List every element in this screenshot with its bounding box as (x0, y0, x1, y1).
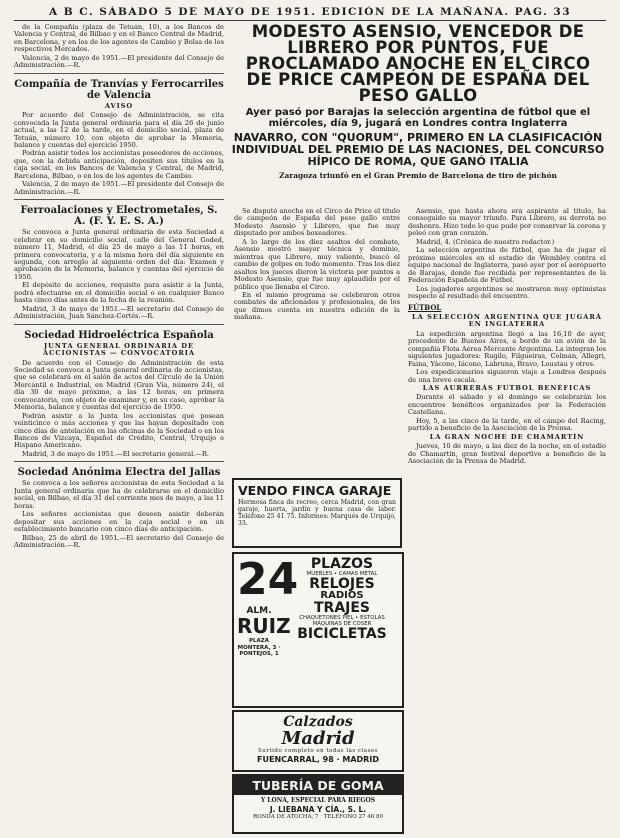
ad-item: TRAJES (313, 600, 371, 616)
ad-body: Hermosa finca de recreo, cerca Madrid, con gran garaje, huerta, jardín y buena casa de labor. Teléfono 25 41 75. Informes: Marqués de Urquijo, 33. (238, 499, 396, 527)
section-title: Ferroalaciones y Electrometales, S. A. (F. Y. E. S. A.) (20, 205, 218, 228)
section-paragraph: Por acuerdo del Consejo de Administración, se cita convocada la Junta general ordinaria para el día 26 de junio actual, a las 12 de la tarde, en el domicilio social, plaza de Tetuán, número 10, con objeto de aprobar la Memoria, balance y cuentas del ejercicio 1950. (14, 111, 224, 149)
left-column (14, 24, 224, 830)
story-paragraph: En el mismo programa se celebraron otros combates de aficionados y profesionales, de los que dimos cuenta en nuestra edición de la mañana. (234, 290, 400, 322)
section-title: Sociedad Anónima Electra del Jallas (17, 467, 221, 479)
section-paragraph: Hoy, 5, a las cinco de la tarde, en el campo del Racing, partido a beneficio de la Asociación de la Prensa. (408, 416, 606, 433)
section-paragraph: Madrid, 3 de mayo de 1951.—El secretario del Consejo de Administración, Juan Sánchez-Cortés.—R. (14, 304, 224, 321)
finca-ad (232, 478, 402, 548)
section-title: FÚTBOL (408, 303, 442, 313)
story-paragraph: Se disputó anoche en el Circo de Price el título de campeón de España del peso gallo entre Modesto Asensio y Librero, que fue muy disputado por ambos boxeadores. (234, 208, 400, 238)
ad-tagline: Y LONA, ESPECIAL PARA RIEGOS (260, 797, 376, 804)
sub-deck: Zaragoza triunfó en el Gran Premio de Barcelona de tiro de pichón (279, 171, 557, 180)
story-paragraph: Asensio, que hasta ahora era aspirante al título, ha conseguido su mayor triunfo. Para Librero, su derrota no deshonra. Hizo todo lo que pudo por conservar la corona y peleó con gran corazón. (408, 208, 606, 238)
middle-column (234, 208, 400, 474)
column-rule (14, 324, 224, 325)
plazos-ad (232, 552, 404, 708)
ad-company: J. LIEBANA Y CÍA., S. L. (269, 805, 367, 814)
sports-section (408, 385, 606, 433)
ad-item: RELOJES (309, 576, 375, 592)
column-rule (14, 73, 224, 74)
section-paragraph: Durante el sábado y el domingo se celebrarán los encuentros benéficos organizados por la Federación Castellana. (408, 393, 606, 417)
section-paragraph: Madrid, 3 de mayo de 1951.—El secretario general.—R. (22, 449, 209, 458)
sports-section (408, 434, 606, 466)
ad-item: MÁQUINAS DE COSER (312, 621, 372, 627)
notice-section (14, 205, 224, 320)
story-paragraph: Los jugadores argentinos se mostraron muy optimistas respecto al resultado del encuentro. (408, 284, 606, 300)
section-paragraph: Valencia, 2 de mayo de 1951.—El presidente del Consejo de Administración.—R. (14, 180, 224, 196)
section-subtitle: LA SELECCIÓN ARGENTINA QUE JUGARÁ EN INGLATERRA (412, 312, 602, 329)
notice-section (14, 467, 224, 549)
story-paragraph: La selección argentina de fútbol, que ha de jugar el próximo miércoles en el estadio de Wembley contra el equipo nacional de Inglaterra, pasó ayer por el aeropuerto de Barajas, donde fue recibida por representantes de la Federación Española de Fútbol. (408, 246, 606, 285)
ad-item: CHAQUETONES PIEL • ESTOLAS (299, 615, 385, 621)
section-paragraph: De acuerdo con el Consejo de Administración de esta Sociedad se convoca a Junta general ordinaria de accionistas, que se celebrará en el salón de actos del Círculo de la Unión Mercantil e Industrial, en Madrid (Gran Vía, número 24), el día 30 de mayo próximo, a las 12 horas, en primera convocatoria, con objeto de examinar y, en su caso, aprobar la Memoria, balance y cuentas del ejercicio de 1950. (14, 358, 224, 412)
page-header: A B C. SÁBADO 5 DE MAYO DE 1951. EDICIÓN DE LA MAÑANA. PAG. 33 (14, 6, 606, 21)
section-paragraph: Se convoca a los señores accionistas de esta Sociedad a la Junta general ordinaria que ha de celebrarse en el domicilio social, en Bilbao, el día 31 del corriente mes de mayo, a las 11 horas. (14, 479, 224, 510)
store-name: RUIZ (237, 614, 291, 638)
column-rule (14, 199, 224, 200)
story-paragraph: Madrid, 4. (Crónica de nuestro redactor.) (416, 237, 555, 246)
ad-tagline: Surtido completo en todas las clases (258, 748, 378, 754)
section-paragraph: Jueves, 10 de mayo, a las diez de la noche, en el estadio de Chamartín, gran festival deportivo a beneficio de la Asociación de la Prensa de Madrid. (408, 442, 606, 466)
store-prefix: ALM. (246, 606, 272, 616)
column-rule (14, 461, 224, 462)
section-paragraph: Los señores accionistas que deseen asistir deberán depositar sus acciones en la caja social o en un establecimiento bancario con cinco días de anticipación. (14, 510, 224, 534)
section-title: LAS AURRERÁS FUTBOL BENÉFICAS (422, 383, 592, 392)
ad-number: 24 (237, 554, 299, 605)
ad-address: FUENCARRAL, 98 · MADRID (257, 755, 379, 764)
ad-title: TUBERÍA DE GOMA (234, 776, 402, 795)
ad-item: PLAZOS (310, 556, 374, 572)
section-subtitle: JUNTA GENERAL ORDINARIA DE ACCIONISTAS — CONVOCATORIA (42, 341, 196, 358)
section-subtitle: AVISO (104, 101, 134, 110)
notice-section (14, 330, 224, 459)
story-paragraph: A lo largo de los diez asaltos del combate, Asensio mostró mayor técnica y dominio, mientras que Librero, muy valiente, buscó el cambio de golpes en todo momento. Tras los diez asaltos los jueces dieron la victoria por puntos a Modesto Asensio, que fue muy aplaudido por el público que llenaba el Circo. (234, 237, 400, 291)
section-paragraph: El depósito de acciones, requisito para asistir a la Junta, podrá efectuarse en el domicilio social o en cualquier Banco hasta cinco días antes de la fecha de la reunión. (14, 281, 224, 305)
section-paragraph: Los expedicionarios siguieron viaje a Londres después de una breve escala. (408, 368, 606, 384)
section-paragraph: Podrán asistir todos los accionistas poseedores de acciones, que, con la debida anticipación, depositen sus títulos en la caja social, en los Bancos de Valencia y Central, de Madrid, Barcelona, Bilbao, o en los de los agentes de Cambio. (14, 149, 224, 180)
tuberia-ad (232, 774, 404, 834)
lead-deck: Ayer pasó por Barajas la selección argentina de fútbol que el miércoles, día 9, jugará en Londres contra Inglaterra (245, 107, 591, 129)
ad-item: MUEBLES • CAMAS METAL (306, 571, 378, 577)
ad-item: BICICLETAS (297, 626, 387, 642)
right-column (408, 208, 606, 830)
intro-paragraph: Valencia, 2 de mayo de 1951.—El presidente del Consejo de Administración.—R. (14, 53, 224, 70)
section-paragraph: Podrán asistir a la Junta los accionistas que posean veinticinco o más acciones y que las hayan depositado con cinco días de antelación en las oficinas de la Sociedad o en los Bancos de Vizcaya, Español de Crédito, Central, Urquijo e Hispano Americano. (14, 411, 224, 450)
ad-title: Calzados (283, 714, 353, 730)
ad-title: VENDO FINCA GARAJE (238, 483, 392, 498)
sports-section (408, 304, 606, 384)
lead-headline: MODESTO ASENSIO, VENCEDOR DE LIBRERO POR PUNTOS, FUE PROCLAMADO ANOCHE EN EL CIRCO DE PRICE CAMPEÓN DE ESPAÑA DEL PESO GALLO (245, 22, 591, 105)
intro-paragraph: de la Compañía (plaza de Tetuán, 10), a los Bancos de Valencia y Central, de Bilbao y en el Banco Central de Madrid, en Barcelona, y en los de los agentes de Cambio y Bolsa de los respectivos Mercados. (14, 24, 224, 54)
ad-items (286, 557, 398, 641)
ad-address: RONDA DE ATOCHA, 7 · TELÉFONO 27 46 80 (252, 814, 384, 820)
section-title: LA GRAN NOCHE DE CHAMARTÍN (429, 432, 585, 441)
store-address: PLAZA MONTERA, 3 · PONTEJOS, 1 (237, 638, 281, 657)
notice-section (14, 79, 224, 196)
section-paragraph: Se convoca a Junta general ordinaria de esta Sociedad a celebrar en su domicilio social, calle del General Goded, número 11, Madrid, el día 25 de mayo a las 11 horas, en primera convocatoria, y a la misma hora del día siguiente en segunda, con arreglo al siguiente orden del día: Examen y aprobación de la Memoria, balance y cuentas del ejercicio de 1950. (14, 228, 224, 281)
section-paragraph: La expedición argentina llegó a las 16,10 de ayer, procedente de Buenos Aires, a bordo de un avión de la compañía Flota Aérea Mercante Argentina. La integran los siguientes jugadores: Rugilo, Filgueiras, Colman, Allegri, Faina, Yácono, Iácono, Labruna, Bravo, Loustau y otros. (408, 329, 606, 368)
sub-headline: NAVARRO, CON "QUORUM", PRIMERO EN LA CLASIFICACIÓN INDIVIDUAL DEL PREMIO DE LAS NACIONES, DEL CONCURSO HÍPICO DE ROMA, QUE GANÓ ITALIA (231, 131, 605, 168)
section-paragraph: Bilbao, 25 de abril de 1951.—El secretario del Consejo de Administración.—R. (14, 533, 224, 550)
store-block (237, 606, 291, 658)
ad-item: RADIOS (320, 590, 364, 601)
section-title: Compañía de Tranvías y Ferrocarriles de Valencia (14, 78, 224, 101)
section-title: Sociedad Hidroeléctrica Española (24, 329, 214, 341)
ad-title-2: Madrid (281, 728, 355, 749)
calzados-ad (232, 710, 404, 772)
lead-story-heading (230, 24, 606, 180)
